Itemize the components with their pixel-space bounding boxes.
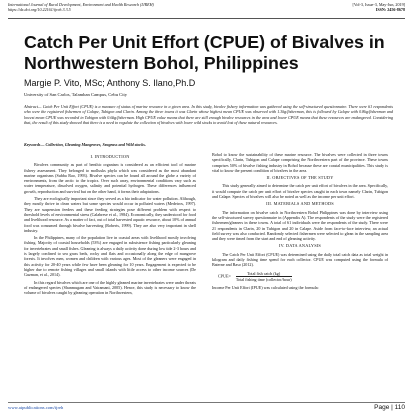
paper-authors: Margie P. Vito, MSc; Anthony S. Ilano,Ph.D (24, 78, 196, 88)
paper-title: Catch Per Unit Effort (CPUE) of Bivalves in Northwestern Bohol, Philippines (24, 32, 385, 73)
issn-label: ISSN: 2456-8678 (375, 7, 405, 12)
volume-info (309, 2, 405, 12)
intro-paragraph: Bivalves community as part of benthic organism is considered as an efficient tool of marine fishery assessment. They belonged to mollusks phyla which was considered as the most abundant marine organisms (Subba Rao, 1993). Bivalve species can be found all around the globe a variety of environments, from the arctic to the tropics. Over such array, environmental conditions vary such as water temperature, dissolved oxygen, salinity and potential hydrogen. These differences influenced growth, reproduction and survival but on the other hand, it forms their adaptations. (24, 162, 196, 194)
analysis-paragraph: The Catch Per Unit Effort (CPUE) was determined using the daily total catch data as total weight in kilogram and daily fishing time spend for each collector. CPUE was computed using the formula of Baterne and Baso (2012). (212, 251, 388, 268)
volume-label: [Vol-3, Issue-3, May-Jun, 2019] (352, 2, 405, 7)
section-heading-methods: III. MATERIALS AND METHODS (266, 201, 334, 207)
section-heading-analysis: IV. DATA ANALYSIS (278, 243, 322, 249)
intro-paragraph: In this regard bivalves which are one of the highly gleaned marine invertebrates were under threats of endangered species (Shanmugam and Vairamani, 2005). Hence, this study is necessary to know the volume of bivalves caught by gleaning operation in Northwestern, (24, 279, 196, 296)
left-column (24, 152, 196, 297)
journal-name: International Journal of Rural Development, Environment and Health Research (IJREH) (8, 2, 154, 7)
intro-paragraph: In the Philippines, many of the population live in coastal areas with livelihood mostly involving fishing. Majority of coastal households (53%) are engaged in subsistence fishing particularly gleaning for invertebrates and small fishes. Gleaning is always a daily activity done during low tide 2-3 hours and is largely confined to sea grass beds, rocky and flats and occasionally along the edge of mangrove forests. It involves men, women and children with various ages. Most of the gleaners were engaged in this activity for 20-40 years while few have been gleaning for 10 years. Engagement is expected to be higher due to remote fishing villages and small islands with little access to other income sources (De Guzman, et al., 2014). (24, 235, 196, 278)
doi-link[interactable]: https://dx.doi.org/10.22161/ijreh.3.3.5 (8, 7, 71, 12)
methods-paragraph: The information on bivalve catch in Northwestern Bohol Philippines was done by interview using the self-structured survey questionnaire in (Appendix A). The respondents of the study were the registered fishermen/gleaners in these towns. A total of 61 individuals were the respondents of the study. There were 21 respondents in Clarin, 20 in Tubigon and 20 in Calape. Aside from face-to-face interview, an actual field survey was also conducted. Randomly selected fishermen were selected to glean in the sampling area and they were timed from the start and end of gleaning activity. (212, 209, 388, 242)
formula-denominator: Total fishing time (collector/hour) (235, 276, 292, 282)
right-column (212, 152, 388, 293)
publisher-link[interactable]: www.aipublications.com/ijreh (8, 405, 64, 410)
header-divider (8, 18, 405, 19)
author-affiliation: University of San Carlos, Talamban Campus, Cebu City (24, 92, 128, 97)
section-heading-objectives: II. OBJECTIVES OF THE STUDY (266, 175, 334, 181)
formula-numerator: Total fish catch (kg) (236, 271, 292, 277)
formula-fraction (236, 271, 292, 283)
intro-paragraph: They are ecologically important since they served as a bio indicator for water pollution. Although, they mostly thrive in clean waters but some species would occur in polluted waters (Medeiros, 1997). They are suspension feeders and these feeding strategies pose different problem with respect to threshold levels of environmental stress (Calabrese et al., 1984). Economically, they understood for food and livelihood resource. As a matter of fact, out of total harvested aquatic resource, about 10% of annual food was consumed through bivalve harvesting (Roberts, 1999). They are also very important in shell industry. (24, 196, 196, 233)
page-footer (8, 403, 405, 412)
intro-continuation: Bohol to know the sustainability of these marine resource. The bivalves were collected in three towns specifically, Clarin, Tubigon and Calape comprising the Northwestern part of the province. These towns comprises 50% of bivalve fishing industry in Bohol because these are coastal municipalities. This study is vital to know the present condition of bivalves in the area. (212, 152, 388, 173)
income-paragraph: Income Per Unit Effort (IPUE) was calculated using the formula: (212, 285, 319, 291)
page-number: Page | 110 (374, 404, 405, 411)
objectives-paragraph: This study generally aimed to determine the catch per unit effort of bivalves in the area. Specifically, it would compute the catch per unit effort of bivalve species caught in each town namely Clarin, Tubigon and Calape. Species of bivalves will also be noted as well as the income per unit effort. (212, 183, 388, 200)
cpue-formula (212, 271, 388, 283)
abstract: Abstract— Catch Per Unit Effort (CPUE) is a measure of status of marine resource in a given area. In this study, bivalve fishery information was gathered using the self-structured questionnaire. There were 61 respondents who were the registered fishermen of Calape, Tubigon and Clarin. Among the three towns it was Clarin whose highest mean CPUE was observed with 1.3kg/fisherman, this is followed by Calape with 0.8kg/fisherman and lowest mean CPUE was recorded in Tubigon with 0.6kg/fisherman. High CPUE value means that there are still enough bivalve resources in the area and lower CPUE means that these resources are endangered. Considering that, the result of this study showed that there is a need to regulate the collection of bivalves with lower wild stocks to avoid lost of these natural resources. (24, 104, 393, 126)
keywords: Keywords— Collection, Gleaning Mangroves, Seagrass and Wild stocks. (24, 142, 146, 147)
section-heading-introduction: I. INTRODUCTION (90, 154, 130, 159)
journal-header (8, 2, 405, 18)
journal-info (8, 2, 308, 12)
formula-label: CPUE= (218, 273, 231, 279)
